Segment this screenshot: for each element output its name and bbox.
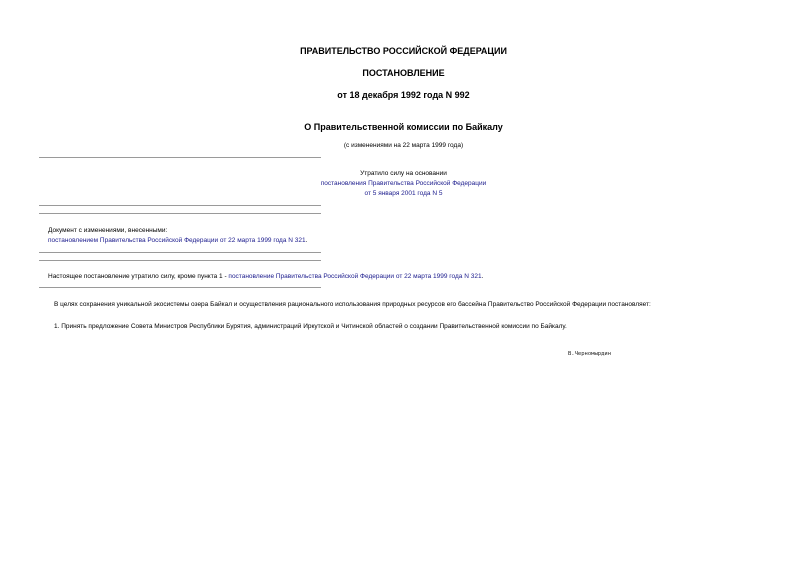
divider xyxy=(39,260,321,261)
partial-repeal: Настоящее постановление утратило силу, кроме пункта 1 - постановление Правительства Российской Федерации от 22 марта 1999 года N 321. xyxy=(48,273,484,280)
divider xyxy=(39,252,321,253)
divider xyxy=(39,287,321,288)
changes-line: постановлением Правительства Российской Федерации от 22 марта 1999 года N 321. xyxy=(48,237,308,244)
amendments-note: (с изменениями на 22 марта 1999 года) xyxy=(343,142,464,149)
changes-intro: Документ с изменениями, внесенными: xyxy=(48,227,168,234)
divider xyxy=(39,157,321,158)
repeal-link-title[interactable]: постановления Правительства Российской Федерации xyxy=(320,180,487,187)
preamble: В целях сохранения уникальной экосистемы озера Байкал и осуществления рационального использования природных ресурсов его бассейна Правительство Российской Федерации постановляет: xyxy=(54,301,651,308)
document-type: ПОСТАНОВЛЕНИЕ xyxy=(362,68,445,78)
changes-link[interactable]: постановлением Правительства Российской Федерации от 22 марта 1999 года N 321 xyxy=(48,237,306,244)
document-title: О Правительственной комиссии по Байкалу xyxy=(304,122,503,132)
partial-repeal-link[interactable]: постановление Правительства Российской Федерации от 22 марта 1999 года N 321 xyxy=(228,273,482,280)
signature: В.Черномырдин xyxy=(568,351,612,357)
repeal-link-date[interactable]: от 5 января 2001 года N 5 xyxy=(364,190,443,197)
repeal-basis: Утратило силу на основании xyxy=(360,170,447,177)
divider xyxy=(39,205,321,206)
item-1: 1. Принять предложение Совета Министров Республики Бурятия, администраций Иркутской и Читинской областей о создании Правительственной комиссии по Байкалу. xyxy=(54,323,567,330)
government-heading: ПРАВИТЕЛЬСТВО РОССИЙСКОЙ ФЕДЕРАЦИИ xyxy=(300,46,507,56)
divider xyxy=(39,213,321,214)
date-number: от 18 декабря 1992 года N 992 xyxy=(337,90,470,100)
